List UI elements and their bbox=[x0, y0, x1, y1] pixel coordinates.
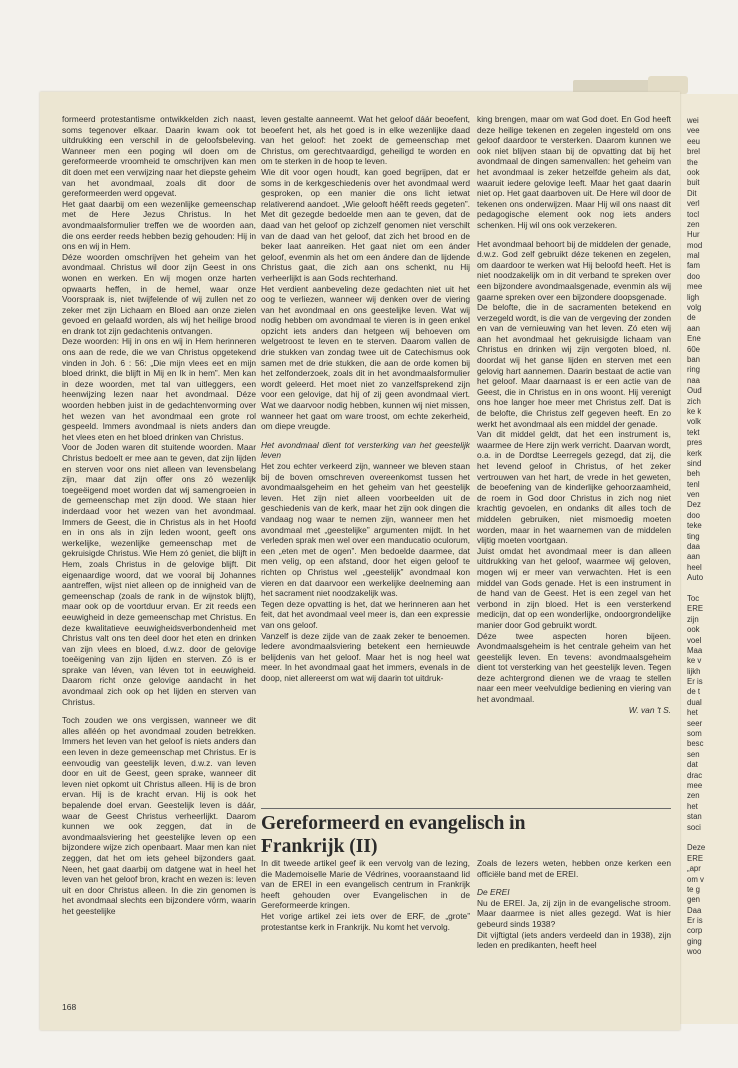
facing-page-line: volk bbox=[687, 417, 701, 427]
facing-page-line: vee bbox=[687, 126, 700, 136]
section-divider bbox=[261, 808, 671, 809]
author-signature: W. van 't S. bbox=[628, 704, 671, 715]
facing-page-line: ke v bbox=[687, 656, 702, 666]
article-title bbox=[261, 812, 671, 858]
article-column-1 bbox=[62, 114, 256, 999]
paragraph: Toch zouden we ons vergissen, wanneer we dit alles alléén op het avondmaal zouden betrekken. Immers het leven van het geloof is niets anders dan een leven in deze gemeenschap met Christus. Er is eenvoudig van geestelijk leven, d.w.z. van leven door en uit de Geest, geen sprake, wanneer dit leven niet opkomt uit Christus alleen. Hij is de bron ervan. Hij is de kracht ervan. Hij is ook het bepalende doel ervan. Geestelijk leven is dáár, waar de Geest Christus verheerlijkt. Daarom kunnen we ook zeggen, dat in de avondmaalsviering het geestelijke leven op een bijzondere wijze zich openbaart. Maar men kan niet zeggen, dat het om iets geheel bijzonders gaat. Neen, het gaat daarbij om datgene wat in heel het leven van het geloof bron, kracht en wezen is: leven uit en door Christus alleen. In die zin genomen is het avondmaal slechts een bijzondere vórm, waarin het geestelijke bbox=[62, 715, 256, 916]
facing-page-line: ring bbox=[687, 365, 701, 375]
paragraph: Zoals de lezers weten, hebben onze kerken een officiële band met de EREI. bbox=[477, 858, 671, 879]
facing-page-line: te g bbox=[687, 884, 701, 894]
facing-page-line: Deze bbox=[687, 843, 706, 853]
subheading: De EREI bbox=[477, 887, 510, 898]
facing-page-line: aan bbox=[687, 552, 701, 562]
facing-page-line: ging bbox=[687, 936, 702, 946]
facing-page-line: mod bbox=[687, 240, 703, 250]
facing-page-line: soci bbox=[687, 822, 701, 832]
facing-page-line: ERE bbox=[687, 604, 704, 614]
facing-page-line: beh bbox=[687, 469, 701, 479]
paragraph: Het verdient aanbeveling deze gedachten niet uit het oog te verliezen, wanneer wij denken over de viering van het avondmaal en ons geestelijke leven. Wat wij nodig hebben om avondmaal te vieren is in geen enkel opzicht iets anders dan hetgeen wij behoeven om welgetroost te leven en te sterven. Daarom vallen de drie stukken van zondag twee uit de Catechismus ook samen met de drie stukken, die aan de orde komen bij het zelfonderzoek, zoals dit in het avondmaalsformulier wordt geleerd. Het moet niet zo vanzelfsprekend zijn voor een gelovige, dat hij of zij geen avondmaal viert. Wat we daarvoor nodig hebben, kunnen wij niet missen, wanneer het gaat om ware troost, om echte zekerheid, om diepe vreugde. bbox=[261, 283, 470, 432]
facing-page-line: sind bbox=[687, 458, 702, 468]
paragraph: Het vorige artikel zei iets over de ERF, de „grote” protestantse kerk in Frankrijk. Nu komt het vervolg. bbox=[261, 910, 470, 932]
facing-page-line: tocl bbox=[687, 209, 700, 219]
facing-page-line: aan bbox=[687, 323, 701, 333]
facing-page-line: Auto bbox=[687, 573, 704, 583]
facing-page-line: om v bbox=[687, 874, 704, 884]
facing-page-line: verl bbox=[687, 199, 700, 209]
facing-page-line: zen bbox=[687, 791, 700, 801]
paragraph: Van dit middel geldt, dat het een instrument is, waarmee de Here zijn werk verricht. Daarvan wordt, o.a. in de Dordtse Leerregels gezegd, dat zij, die het levend geloof in Christus, of het zeker vertrouwen van het hart, de vrede in het geweten, de beoefening van de kinderlijke gehoorzaamheid, de roem in God door Christus in zich nog niet krachtig gevoelen, en ondanks dit alles toch de middelen gebruiken, niet mismoedig moeten worden, maar in het waarnemen van de middelen vlijtig moeten voortgaan. bbox=[477, 429, 671, 546]
facing-page-line: doo bbox=[687, 510, 701, 520]
facing-page-line: daa bbox=[687, 542, 701, 552]
facing-page-line: fam bbox=[687, 261, 700, 271]
subheading: Het avondmaal dient tot versterking van het geestelijk leven bbox=[261, 439, 470, 461]
facing-page-line: de t bbox=[687, 687, 701, 697]
facing-page-line: Hur bbox=[687, 230, 700, 240]
paragraph: Vanzelf is deze zijde van de zaak zeker te benoemen. Iedere avondmaalsviering betekent een hernieuwde belijdenis van het geloof. Maar het is nog heel wat meer. In het avondmaal gaat het immers, evenals in de doop, niet allereerst om wat wij daarin tot uitdruk- bbox=[261, 630, 470, 683]
facing-page-line: ke k bbox=[687, 406, 702, 416]
paragraph: formeerd protestantisme ontwikkelden zich naast, soms tegenover elkaar. Daarin kwam ook tot uitdrukking een verschil in de geloofsbeleving. Wanneer men een poging wil doen om de gereformeerde vroomheid te omschrijven kan men dit doen met een verwijzing naar het diepste geheim van het avondmaal, zoals dit door de gereformeerden werd opgevat. bbox=[62, 114, 256, 199]
facing-page-line: dual bbox=[687, 697, 702, 707]
facing-page-line: tenl bbox=[687, 479, 700, 489]
facing-page-line: seer bbox=[687, 718, 703, 728]
facing-page-line: Er is bbox=[687, 677, 703, 687]
facing-page-line bbox=[687, 584, 737, 594]
facing-page-line: teke bbox=[687, 521, 702, 531]
paragraph: Juist omdat het avondmaal meer is dan alleen uitdrukking van het geloof, waarmee wij geloven, mogen wij er meer van verwachten. Het is een middel van Gods genade. Het is een instrument in de hand van de Geest. Het is een zegel van het verbond in zijn bloed. Het is een versterkend medicijn, dat op een wonderlijke, ondoorgrondelijke manier door God gebruikt wordt. bbox=[477, 545, 671, 630]
paragraph: Wie dit voor ogen houdt, kan goed begrijpen, dat er soms in de kerkgeschiedenis over het avondmaal werd gesproken, op een manier die ons licht ietwat relativerend aandoet. „Wie gelooft héêft reeds gegeten”. Met dit gezegde bedoelde men aan te geven, dat de daad van het geloof op zichzelf genomen niet verschilt van de daad van het geloof, dat zich het brood en de beker laat aanreiken. Het gaat niet om een ánder geloof, evenmin als het om een ándere dan de lijdende Christus gaat, die zich aan ons schenkt, nu Hij verheerlijkt is aan Gods rechterhand. bbox=[261, 166, 470, 283]
paragraph-spacer bbox=[477, 879, 671, 887]
article-column-3 bbox=[477, 114, 671, 802]
facing-page-line: eeu bbox=[687, 136, 701, 146]
paragraph: Déze twee aspecten horen bijeen. Avondmaalsgeheim is het centrale geheim van het geestelijk leven. En tevens: avondmaalsgeheim dient tot versterking van het geestelijk leven. Tegen deze achtergrond dienen we de vraag te stellen naar een meer veelvuldige bediening en viering van het avondmaal. bbox=[477, 630, 671, 705]
facing-page-line: sen bbox=[687, 749, 700, 759]
paragraph: Het zou echter verkeerd zijn, wanneer we bleven staan bij de boven omschreven overeenkomst tussen het avondmaalsgeheim en het geheim van het geestelijk leven. Het zijn niet alleen voorbeelden uit de geschiedenis van de kerk, maar het zijn ook dingen die vandaag nog waar te nemen zijn, wanneer men het avondmaal met „geestelijke” argumenten mijdt. In het verleden sprak men wel over een manducatio oculorum, een „eten met de ogen”. Men bedoelde daarmee, dat men velig, op een afstand, door het eigen geloof te richten op Christus wel „geestelijk” avondmaal kon vieren en dat daarvoor een werkelijke deelneming aan het sacrament niet noodzakelijk was. bbox=[261, 461, 470, 599]
paragraph: Voor de Joden waren dit stuitende woorden. Maar Christus bedoelt er mee aan te geven, dat zijn lijden en sterven voor ons niet alleen van levensbelang zijn, maar dat zijn offer ons zó wezenlijk toegeëigend moet worden dat wij samengroeien in de gemeenschap met zijn dood. We staan hier inderdaad voor het wezen van het avondmaal. Immers de Geest, die in Christus als in het Hoofd en in ons als in zijn leden woont, geeft ons werkelijke, wezenlijke gemeenschap met de gekruisigde Christus. Wie Hem zó geniet, die blijft in Hem, zoals Christus in de gelovige blijft. Dit eigenaardige woord, dat we vooral bij Johannes aantreffen, wijst niet alleen op de innigheid van de gemeenschap (zoals de rank in de wijnstok blijft), maar ook op de voortduur ervan. Er zit reeds een eeuwigheid in deze gemeenschap met Christus. En deze kwalitatieve eeuwigheidsverbondenheid met Christus valt ons ten deel door het eten en drinken van zijn vlees en bloed, d.w.z. door de gelovige toeëigening van zijn lijden en sterven. Zó is er sprake van léven, van léven tot in eeuwigheid. Daarom richt onze gelovige aandacht in het avondmaal zich ook op het lijden en sterven van Christus. bbox=[62, 442, 256, 707]
facing-page-line: Oud bbox=[687, 386, 702, 396]
facing-page-line: dat bbox=[687, 760, 698, 770]
paragraph: Déze woorden omschrijven het geheim van het avondmaal. Christus wil door zijn Geest in ons wonen en werken. En wij mogen onze harten opwaarts heffen, in de hemel, waar onze Voorspraak is, niet twijfelende of wij zullen net zo zeker met zijn Lichaam en Bloed aan onze zielen gevoed en gelaafd worden, als wij het heilige brood en drank tot zijn gedachtenis ontvangen. bbox=[62, 251, 256, 336]
paragraph: Tegen deze opvatting is het, dat we herinneren aan het feit, dat het avondmaal veel meer is, dan een expressie van ons geloof. bbox=[261, 598, 470, 630]
facing-page-line: ook bbox=[687, 625, 700, 635]
paragraph: In dit tweede artikel geef ik een vervolg van de lezing, die Mademoiselle Marie de Védrines, vooraanstaand lid van de EREI in een evangelisch centrum in Frankrijk heeft gehouden over Evangelischen in de Gereformeerde kringen. bbox=[261, 858, 470, 911]
facing-page-line: Dez bbox=[687, 500, 701, 510]
facing-page-line: het bbox=[687, 801, 698, 811]
facing-page-line: Daa bbox=[687, 905, 702, 915]
paragraph: Het avondmaal behoort bij de middelen der genade, d.w.z. God zelf gebruikt déze tekenen en zegelen, om daardoor te werken wat Hij beloofd heeft. Het is niet noodzakelijk om in dit verband te spreken over een bijzondere avondmaalsgenade, evenmin als wij gaarne spreken over een bijzondere doopsgenade. bbox=[477, 238, 671, 302]
facing-page-line: mee bbox=[687, 781, 703, 790]
facing-page-line: „apr bbox=[687, 864, 701, 874]
facing-page-line: som bbox=[687, 729, 702, 739]
facing-page-line: ting bbox=[687, 531, 700, 541]
paragraph: Het gaat daarbij om een wezenlijke gemeenschap met de Here Jezus Christus. In het avondmaalsformulier treffen we de woorden aan, die ons eerder reeds hebben bezig gehouden: Hij in ons en wij in Hem. bbox=[62, 198, 256, 252]
facing-page-line: lijkh bbox=[687, 666, 701, 676]
facing-page-line: Er is bbox=[687, 916, 703, 926]
facing-page-line: ven bbox=[687, 490, 700, 500]
facing-page-line: voel bbox=[687, 635, 702, 645]
facing-page-line: gen bbox=[687, 895, 701, 905]
facing-page-line: naa bbox=[687, 375, 701, 385]
facing-page-line: het bbox=[687, 708, 698, 718]
facing-page-line: Maa bbox=[687, 645, 703, 655]
paragraph-spacer bbox=[261, 432, 470, 440]
article2-column-1 bbox=[261, 858, 470, 1003]
paragraph: king brengen, maar om wat God doet. En God heeft deze heilige tekenen en zegelen ingesteld om ons geloof daardoor te versterken. Daarom kunnen we ook niet blijven staan bij de opvatting dat bij het avondmaal de dingen samenvallen: het geheim van het avondmaal is zeker hetzelfde geheim als dat, waaruit iedere gelovige leeft. Maar het gaat daarin niet op. Het gaat daarboven uit. De Here wil door de tekenen ons onderwijzen. Maar Hij wil ons naast dit pedagogische element ook nog iets anders schenken. Hij wil ons ook verzekeren. bbox=[477, 114, 671, 230]
facing-page-line: zijn bbox=[687, 614, 699, 624]
facing-page-line: wei bbox=[687, 116, 699, 125]
facing-page-line: ERE bbox=[687, 853, 704, 863]
facing-page-line: the bbox=[687, 157, 698, 167]
facing-page-line: brel bbox=[687, 147, 701, 157]
facing-page-line: volg bbox=[687, 303, 702, 313]
facing-page-line: mee bbox=[687, 282, 703, 292]
facing-page-line: woo bbox=[687, 947, 702, 957]
facing-page-line: doo bbox=[687, 271, 701, 281]
facing-page-line: ban bbox=[687, 354, 701, 364]
paragraph-spacer bbox=[62, 707, 256, 715]
facing-page-text bbox=[687, 116, 737, 958]
paragraph-spacer bbox=[477, 231, 671, 239]
facing-page-line: 60e bbox=[687, 344, 701, 354]
facing-page-line: stan bbox=[687, 812, 702, 822]
facing-page-line: pres bbox=[687, 438, 703, 448]
paragraph: De belofte, die in de sacramenten betekend en verzegeld wordt, is die van de vergeving der zonden en van de vernieuwing van het leven. Zó eten wij aan het avondmaal het gekruisigde lichaam van Christus en drinken wij zijn vergoten bloed, nl. doordat wij het ganse lijden en sterven met een gelovig hart aannemen. Daarin bestaat de actie van het geloof. Maar daarnaast is er een actie van de Geest, die in Christus en in ons woont. Hij verenigt ons hoe langer hoe meer met Christus zelf. Dat is de belofte, die Christus zelf gegeven heeft. En zo werkt het avondmaal als een middel der genade. bbox=[477, 302, 671, 429]
facing-page-line: Dit bbox=[687, 188, 697, 198]
facing-page-line: besc bbox=[687, 739, 704, 749]
paragraph: Dit vijftigtal (iets anders verdeeld dan in 1938), zijn leden en predikanten, heeft heel bbox=[477, 929, 671, 951]
article2-column-2 bbox=[477, 858, 671, 1003]
facing-page-line: de bbox=[687, 313, 696, 323]
facing-page-line: Ene bbox=[687, 334, 701, 344]
facing-page-line: zen bbox=[687, 219, 700, 229]
facing-page-line: zich bbox=[687, 396, 701, 406]
facing-page-line: heel bbox=[687, 562, 702, 572]
facing-page-line bbox=[687, 833, 737, 843]
facing-page-line: kerk bbox=[687, 448, 702, 458]
facing-page bbox=[677, 94, 738, 1024]
facing-page-line: drac bbox=[687, 770, 703, 780]
facing-page-line: corp bbox=[687, 926, 703, 936]
facing-page-line: Toc bbox=[687, 593, 700, 603]
paragraph: leven gestalte aanneemt. Wat het geloof dáár beoefent, beoefent het, als het goed is in elke wezenlijke daad van het geloof: het zoekt de gemeenschap met Christus, om gerechtvaardigd, geheiligd te worden en om te sterken in de hoop te leven. bbox=[261, 114, 470, 167]
facing-page-line: mal bbox=[687, 251, 700, 261]
article-column-2 bbox=[261, 114, 470, 802]
article-title-line-2: Frankrijk (II) bbox=[261, 836, 378, 857]
page-number: 168 bbox=[62, 1002, 77, 1012]
paragraph: Deze woorden: Hij in ons en wij in Hem herinneren ons aan de rede, die we van Christus opgetekend vinden in Joh. 6 : 56: „Die mijn vlees eet en mijn bloed drinkt, die blijft in Mij en Ik in hem”. Men kan in deze woorden, met tal van uitleggers, een heenwijzing lezen naar het avondmaal. Déze woorden hebben juist in de gedachtenvorming over het wezen van het avondmaal een grote rol gespeeld. Immers avondmaal is niets anders dan het vlees eten en het bloed drinken van Christus. bbox=[62, 336, 256, 442]
facing-page-line: ook bbox=[687, 167, 700, 177]
facing-page-line: buit bbox=[687, 178, 700, 188]
facing-page-line: tekt bbox=[687, 427, 700, 437]
facing-page-line: ligh bbox=[687, 292, 700, 302]
article-title-line-1: Gereformeerd en evangelisch in bbox=[261, 813, 526, 834]
paragraph: Nu de EREI. Ja, zij zijn in de evangelische stroom. Maar daarmee is niet alles gezegd. Wat is hier gebeurd sinds 1938? bbox=[477, 897, 671, 929]
